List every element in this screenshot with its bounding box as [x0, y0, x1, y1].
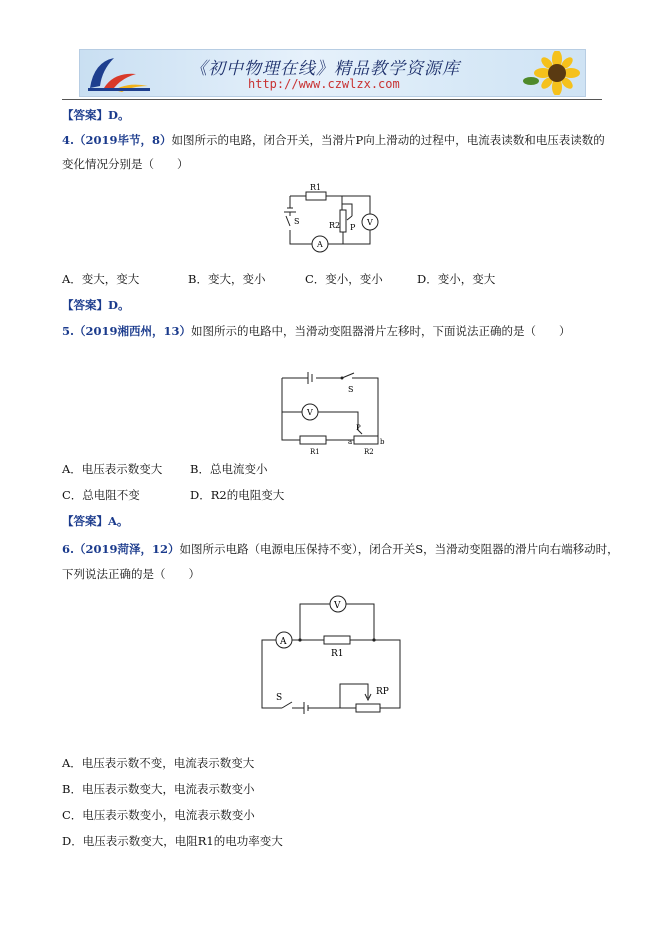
q6-circuit-diagram — [258, 594, 406, 716]
q4-resistor-r1 — [306, 192, 326, 200]
q6-resistor-r1 — [324, 636, 350, 644]
q4-stem-line2: 变化情况分别是（ ） — [62, 157, 189, 171]
q6-label-rp: RP — [376, 687, 389, 697]
q5-label-v: V — [307, 408, 313, 417]
q4-label-a: A — [317, 240, 323, 249]
q5-label-r2: R2 — [364, 448, 374, 456]
q4-label-v: V — [367, 218, 373, 227]
q4-stem-line1 — [62, 132, 605, 148]
q5-source: （2019湘西州，13） — [74, 324, 192, 338]
q6-option-d: D．电压表示数变大，电阻R1的电功率变大 — [62, 834, 283, 848]
q5-label-s: S — [348, 385, 354, 394]
q4-label-r1: R1 — [310, 183, 322, 192]
q4-circuit-diagram — [270, 182, 390, 254]
q6-label-a: A — [280, 637, 287, 647]
q6-source: （2019菏泽，12） — [74, 542, 180, 556]
q6-stem-line2: 下列说法正确的是（ ） — [62, 567, 200, 581]
logo-icon — [84, 52, 154, 94]
header-banner — [79, 49, 586, 97]
q4-option-d: D．变小，变大 — [417, 272, 496, 286]
q4-stem-text: 如图所示的电路，闭合开关，当滑片P向上滑动的过程中，电流表读数和电压表读数的 — [171, 133, 605, 147]
q6-number: 6. — [62, 542, 75, 556]
q6-label-v: V — [334, 601, 341, 611]
q4-label-r2: R2 — [329, 221, 341, 230]
q5-label-p: P — [356, 424, 361, 432]
sunflower-icon — [523, 51, 583, 95]
q6-label-r1: R1 — [331, 649, 344, 659]
q6-option-c: C．电压表示数变小，电流表示数变小 — [62, 808, 255, 822]
banner-url[interactable]: http://www.czwlzx.com — [248, 77, 400, 91]
q5-circuit-diagram — [270, 370, 390, 458]
q5-label-a: a — [348, 438, 353, 446]
q5-label-b: b — [380, 438, 385, 446]
q5-option-a: A．电压表示数变大 — [62, 462, 163, 476]
q6-stem-line1 — [62, 541, 619, 557]
q5-number: 5. — [62, 324, 75, 338]
q5-stem — [62, 323, 571, 339]
q5-answer: 【答案】A。 — [62, 514, 129, 528]
q4-source: （2019毕节，8） — [74, 133, 172, 147]
q4-option-b: B．变大，变小 — [188, 272, 266, 286]
q6-rheostat-rp — [356, 704, 380, 712]
q4-rheostat-r2 — [340, 210, 346, 232]
q5-rheostat-r2 — [354, 436, 378, 444]
q6-stem-text: 如图所示电路（电源电压保持不变），闭合开关S，当滑动变阻器的滑片向右端移动时， — [179, 542, 619, 556]
q4-number: 4. — [62, 133, 75, 147]
q6-option-a: A．电压表示数不变，电流表示数变大 — [62, 756, 255, 770]
q6-option-b: B．电压表示数变大，电流表示数变小 — [62, 782, 255, 796]
q4-option-a: A．变大，变大 — [62, 272, 140, 286]
q5-option-b: B．总电流变小 — [190, 462, 268, 476]
q5-option-c: C．总电阻不变 — [62, 488, 140, 502]
q6-label-s: S — [276, 693, 283, 703]
q5-option-d: D．R2的电阻变大 — [190, 488, 285, 502]
q5-label-r1: R1 — [310, 448, 320, 456]
header-rule — [62, 99, 602, 100]
q4-answer: 【答案】D。 — [62, 298, 130, 312]
q4-label-s: S — [294, 217, 300, 226]
answer-prev: 【答案】D。 — [62, 108, 130, 122]
q5-resistor-r1 — [300, 436, 326, 444]
q4-label-p: P — [350, 223, 356, 232]
q4-option-c: C．变小，变小 — [305, 272, 383, 286]
banner-title: 《初中物理在线》精品教学资源库 — [190, 59, 460, 79]
q5-stem-text: 如图所示的电路中，当滑动变阻器滑片左移时，下面说法正确的是（ ） — [191, 324, 571, 338]
